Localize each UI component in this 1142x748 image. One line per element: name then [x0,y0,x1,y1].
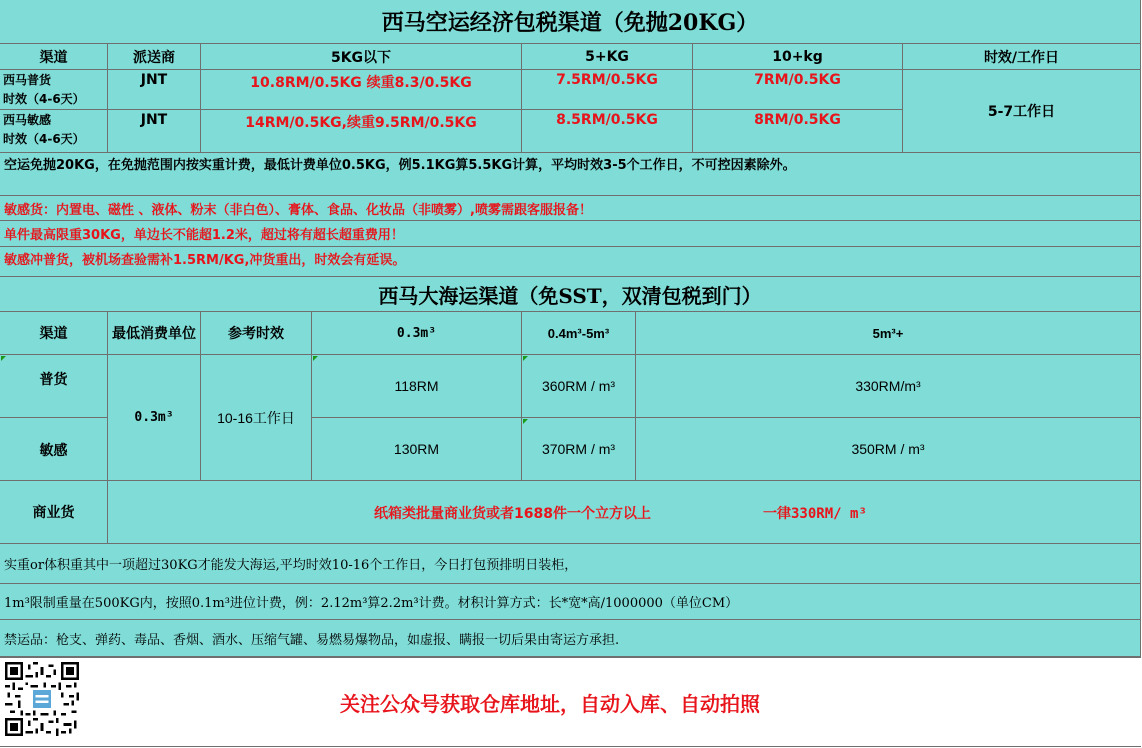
air-title: 西马空运经济包税渠道（免抛20KG） [0,0,1141,44]
sea-note-volume-rule: 1m³限制重量在500KG内，按照0.1m³进位计费，例：2.12m³算2.2m³计费。材积计算方式：长*宽*高/1000000（单位CM） [0,584,1141,620]
air-row-sensitive-tier1: 14RM/0.5KG,续重9.5RM/0.5KG [201,110,522,153]
sea-header-tier1: 0.3m³ [312,312,522,355]
sea-header-tier3: 5m³+ [636,312,1141,355]
sea-row-general-tier3: 330RM/m³ [636,355,1141,418]
air-row-general-tier3: 7RM/0.5KG [693,70,903,110]
air-header-courier: 派送商 [108,44,201,70]
qr-code-icon [5,662,79,736]
sea-row-sensitive-tier2: 370RM / m³ [522,418,636,481]
cell-marker [313,356,318,361]
air-header-tier-under5: 5KG以下 [201,44,522,70]
cell-marker [523,356,528,361]
air-note-sensitive-goods: 敏感货：内置电、磁性 、液体、粉末（非白色）、膏体、食品、化妆品（非喷雾）,喷雾需跟客服报备！ [0,196,1141,221]
sea-row-sensitive-tier1: 130RM [312,418,522,481]
cell-marker [523,419,528,424]
air-row-general-timing: 时效（4-6天） [3,92,85,106]
sea-row-sensitive-tier3: 350RM / m³ [636,418,1141,481]
sea-header-min-unit: 最低消费单位 [108,312,201,355]
air-timing-value: 5-7工作日 [903,70,1141,153]
sea-min-unit-value: 0.3m³ [108,355,201,481]
air-row-general-tier1: 10.8RM/0.5KG 续重8.3/0.5KG [201,70,522,110]
sea-row-general-channel: 普货 [0,355,108,418]
sea-commercial-text: 纸箱类批量商业货或者1688件一个立方以上 [374,506,651,522]
air-header-channel: 渠道 [0,44,108,70]
sea-commercial-price: 一律330RM/ m³ [763,506,867,522]
cell-marker [1,356,6,361]
air-row-general-channel [0,70,108,110]
air-header-tier-10plus: 10+kg [693,44,903,70]
sea-header-ref-time: 参考时效 [201,312,312,355]
air-row-sensitive-tier3: 8RM/0.5KG [693,110,903,153]
sea-ref-time-value: 10-16工作日 [201,355,312,481]
sea-title: 西马大海运渠道（免SST，双清包税到门） [0,277,1141,312]
sea-commercial-detail [108,481,1141,544]
air-row-sensitive-channel [0,110,108,153]
sea-row-general-tier1: 118RM [312,355,522,418]
sea-header-tier2: 0.4m³-5m³ [522,312,636,355]
air-row-sensitive-timing: 时效（4-6天） [3,132,85,146]
air-row-sensitive-courier: JNT [108,110,201,153]
air-note-weight-limit: 单件最高限重30KG，单边长不能超1.2米，超过将有超长超重费用！ [0,221,1141,247]
promo-text: 关注公众号获取仓库地址，自动入库、自动拍照 [340,692,760,716]
air-note-weight-rule: 空运免抛20KG，在免抛范围内按实重计费，最低计费单位0.5KG，例5.1KG算5.5KG计算，平均时效3-5个工作日，不可控因素除外。 [0,153,1141,196]
air-row-sensitive-tier2: 8.5RM/0.5KG [522,110,693,153]
sea-note-prohibited: 禁运品：枪支、弹药、毒品、香烟、酒水、压缩气罐、易燃易爆物品，如虚报、瞒报一切后果由寄运方承担. [0,620,1141,657]
air-row-general-courier: JNT [108,70,201,110]
sea-note-threshold: 实重or体积重其中一项超过30KG才能发大海运,平均时效10-16个工作日，今日打包预排明日装柜， [0,544,1141,584]
air-note-misdeclare: 敏感冲普货，被机场查验需补1.5RM/KG,冲货重出，时效会有延误。 [0,247,1141,277]
air-row-sensitive-name: 西马敏感 [3,113,52,127]
air-header-tier-5plus: 5+KG [522,44,693,70]
sea-header-channel: 渠道 [0,312,108,355]
air-row-general-tier2: 7.5RM/0.5KG [522,70,693,110]
air-row-general-name: 西马普货 [3,73,52,87]
footer-promo-area [0,657,1141,747]
sea-row-sensitive-channel: 敏感 [0,418,108,481]
sea-row-general-tier2: 360RM / m³ [522,355,636,418]
sea-commercial-label: 商业货 [0,481,108,544]
air-header-timing: 时效/工作日 [903,44,1141,70]
